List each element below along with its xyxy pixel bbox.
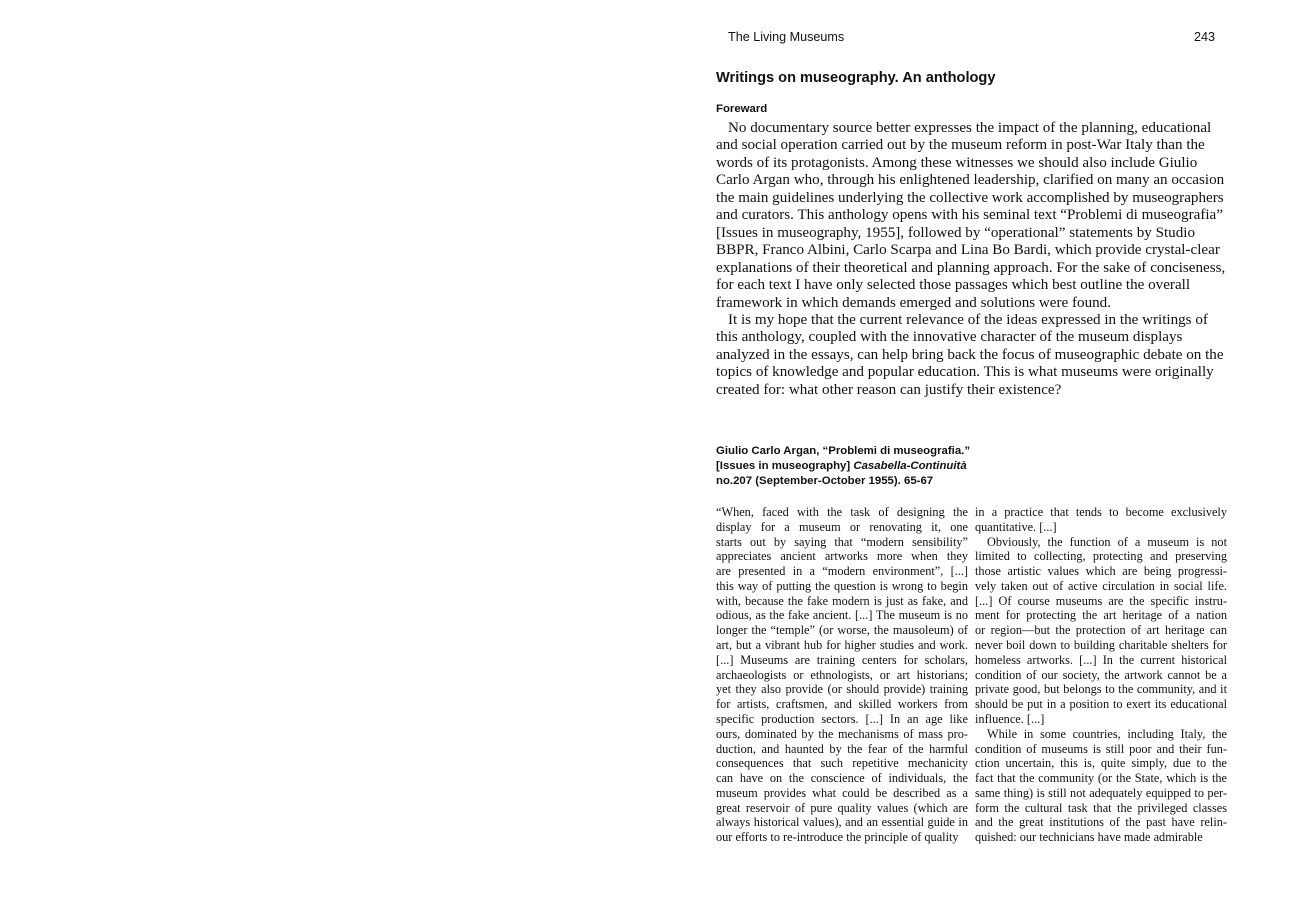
essay-line: consequences that such repetitive mechanicity [716,756,968,771]
essay-line: this way of putting the question is wrong to begin [716,578,968,593]
running-title: The Living Museums [728,30,845,44]
essay-line: art, but a vibrant hub for higher studies and work. [716,638,968,653]
essay-line: are presented in a “modern environment”, [...] [716,564,968,579]
essay-line: duction, and haunted by the fear of the harmful [716,741,968,756]
essay-line: condition of museums is still poor and their fun- [975,741,1227,756]
essay-line: museum provides what could be described as a [716,785,968,800]
foreword-subhead: Foreward [716,103,768,115]
essay-line: Obviously, the function of a museum is not [987,534,1227,549]
essay-line: [...] Museums are training centers for scholars, [716,652,968,667]
essay-line: longer the “temple” (or worse, the mausoleum) of [716,623,968,638]
essay-line: [...] Of course museums are the specific instru- [975,593,1227,608]
essay-line: ours, dominated by the mechanisms of mass pro- [716,726,968,741]
essay-line: fact that the community (or the State, which is the [975,771,1227,786]
essay-line: odious, as the fake ancient. [...] The museum is no [716,608,968,623]
essay-line: with, because the fake modern is just as fake, and [716,593,968,608]
essay-line: specific production sectors. [...] In an age like [716,711,968,726]
essay-line: appreciates ancient artworks more when they [716,549,968,564]
essay-line: those artistic values which are being progressi- [975,564,1227,579]
essay-line: starts out by saying that “modern sensibility” [716,534,968,549]
essay-line: ment for protecting the art heritage of a nation [975,608,1227,623]
citation-line [716,459,1016,474]
essay-line: archaeologists or ethnologists, or art historians; [716,667,968,682]
essay-column-right [975,505,1227,845]
essay-line: never boil down to building charitable shelters for [975,638,1227,653]
essay-line: private good, but belongs to the community, and it [975,682,1227,697]
essay-line: or region—but the protection of art heritage can [975,623,1227,638]
essay-line: quished: our technicians have made admirable [975,830,1203,845]
essay-line: great reservoir of pure quality values (which are [716,800,968,815]
essay-line: and the great institutions of the past have relin- [975,815,1227,830]
running-header [728,30,1215,48]
essay-line: limited to collecting, protecting and preserving [975,549,1227,564]
foreword-body [716,120,1228,399]
essay-line: ction uncertain, this is, quite simply, due to the [975,756,1227,771]
section-title: Writings on museography. An anthology [716,70,996,86]
essay-line: display for a museum or renovating it, one [716,519,968,534]
essay-column-left [716,505,968,845]
essay-line: influence. [...] [975,711,1045,726]
foreword-paragraph: No documentary source better expresses the impact of the planning, educational and social operation carried out by the museum reform in post-War Italy than the words of its protagonists. Among these witnesses we should also include Giulio Carlo Argan who, through his enlightened leadership, clarified on many an occasion the main guidelines underlying the collective work accomplished by museographers and curators. This anthology opens with his seminal text “Problemi di museografia” [Issues in museography, 1955], followed by “operational” statements by Studio BBPR, Franco Albini, Carlo Scarpa and Lina Bo Bardi, which provide crystal-clear explanations of their theoretical and planning approach. For the sake of conciseness, for each text I have only selected those passages which best outline the overall framework in which demands emerged and solutions were found. [716,120,1226,311]
essay-line: “When, faced with the task of designing the [716,505,968,519]
essay-line: While in some countries, including Italy, the [987,726,1227,741]
essay-line: homeless artworks. [...] In the current historical [975,652,1227,667]
essay-line: for artists, craftsmen, and skilled workers from [716,697,968,712]
citation-line: Giulio Carlo Argan, “Problemi di museografia.” [716,445,971,457]
essay-line: can have on the conscience of individuals, the [716,771,968,786]
essay-line: in a practice that tends to become exclusively [975,505,1227,519]
citation-block [716,444,1016,489]
essay-line: yet they also provide (or should provide) training [716,682,968,697]
essay-line: quantitative. [...] [975,519,1057,534]
citation-journal: Casabella-Continuità [853,460,967,472]
essay-line: always historical values), and an essential guide in [716,815,968,830]
citation-text: [Issues in museography] [716,460,851,472]
citation-line: no.207 (September-October 1955). 65-67 [716,475,934,487]
foreword-paragraph: It is my hope that the current relevance of the ideas expressed in the writings of this anthology, coupled with the innovative character of the museum displays analyzed in the essays, can help bring back the focus of museographic debate on the topics of knowledge and popular education. This is what museums were originally created for: what other reason can justify their existence? [716,311,1224,398]
essay-line: same thing) is still not adequately equipped to per- [975,785,1227,800]
essay-line: should be put in a position to exert its educational [975,697,1227,712]
essay-line: condition of our society, the artwork cannot be a [975,667,1227,682]
essay-line: vely taken out of active circulation in social life. [975,578,1227,593]
essay-line: form the cultural task that the privileged classes [975,800,1227,815]
page-number: 243 [1193,30,1215,44]
essay-line: our efforts to re-introduce the principle of quality [716,830,959,845]
